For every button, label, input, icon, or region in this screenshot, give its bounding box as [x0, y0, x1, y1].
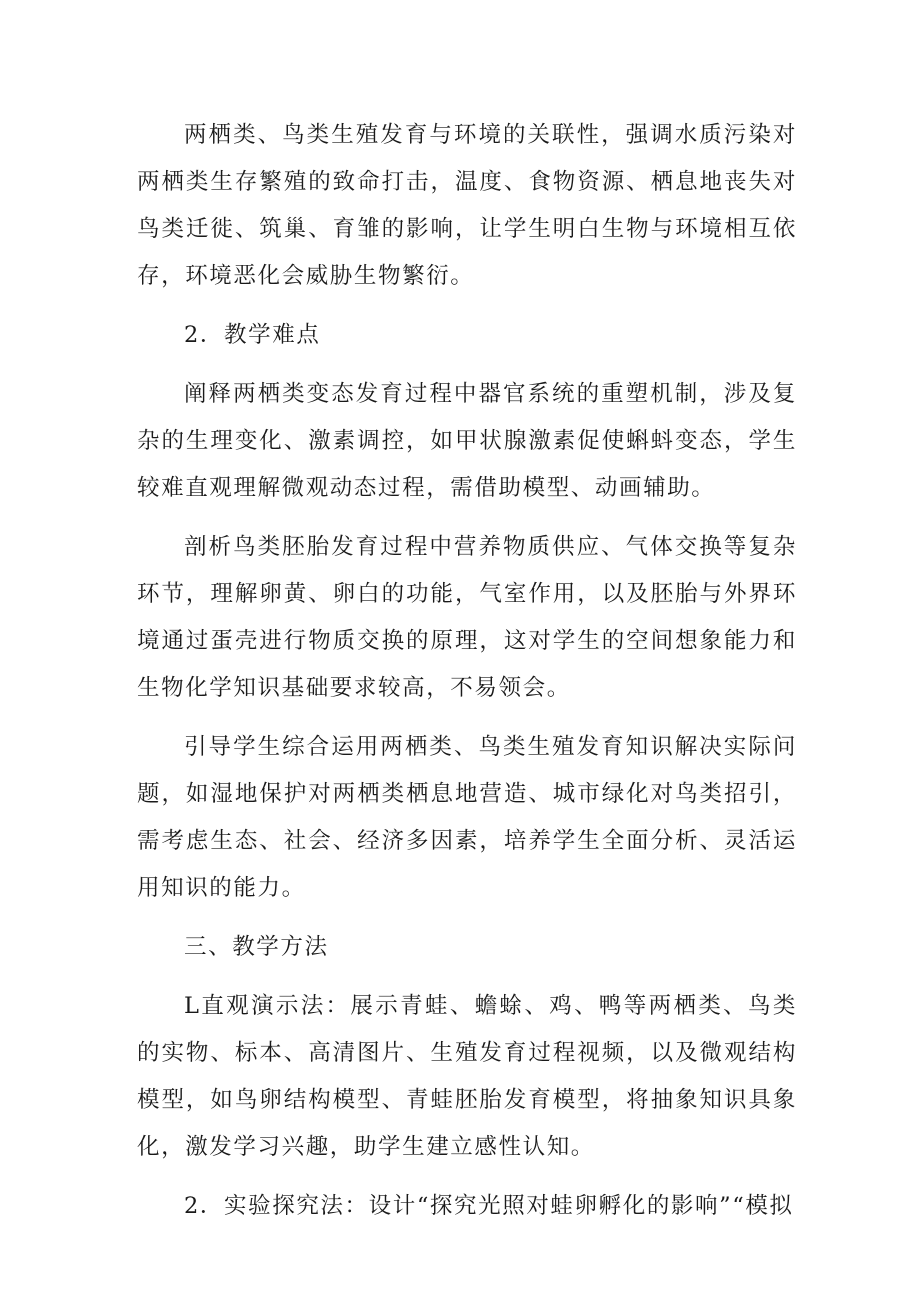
paragraph-demonstration-method: L直观演示法：展示青蛙、蟾蜍、鸡、鸭等两栖类、鸟类的实物、标本、高清图片、生殖发育过程视频，以及微观结构模型，如鸟卵结构模型、青蛙胚胎发育模型，将抽象知识具象化，激发学习兴趣，助学生建立感性认知。	[137, 993, 797, 1160]
paragraph-environment-relation: 两栖类、鸟类生殖发育与环境的关联性，强调水质污染对两栖类生存繁殖的致命打击，温度、食物资源、栖息地丧失对鸟类迁徙、筑巢、育雏的影响，让学生明白生物与环境相互依存，环境恶化会威胁生物繁衍。	[137, 122, 797, 289]
document-body	[137, 112, 797, 1242]
paragraph-practical-application: 引导学生综合运用两栖类、鸟类生殖发育知识解决实际问题，如湿地保护对两栖类栖息地营造、城市绿化对鸟类招引，需考虑生态、社会、经济多因素，培养学生全面分析、灵活运用知识的能力。	[137, 734, 797, 901]
paragraph-experiment-method: 2．实验探究法：设计“探究光照对蛙卵孵化的影响”“模拟	[184, 1193, 794, 1219]
heading-teaching-difficulties: 2．教学难点	[184, 322, 321, 348]
paragraph-bird-embryo: 剖析鸟类胚胎发育过程中营养物质供应、气体交换等复杂环节，理解卵黄、卵白的功能，气室作用，以及胚胎与外界环境通过蛋壳进行物质交换的原理，这对学生的空间想象能力和生物化学知识基础要求较高，不易领会。	[137, 534, 797, 701]
paragraph-metamorphosis: 阐释两栖类变态发育过程中器官系统的重塑机制，涉及复杂的生理变化、激素调控，如甲状腺激素促使蝌蚪变态，学生较难直观理解微观动态过程，需借助模型、动画辅助。	[137, 381, 797, 501]
heading-teaching-methods: 三、教学方法	[184, 934, 329, 960]
